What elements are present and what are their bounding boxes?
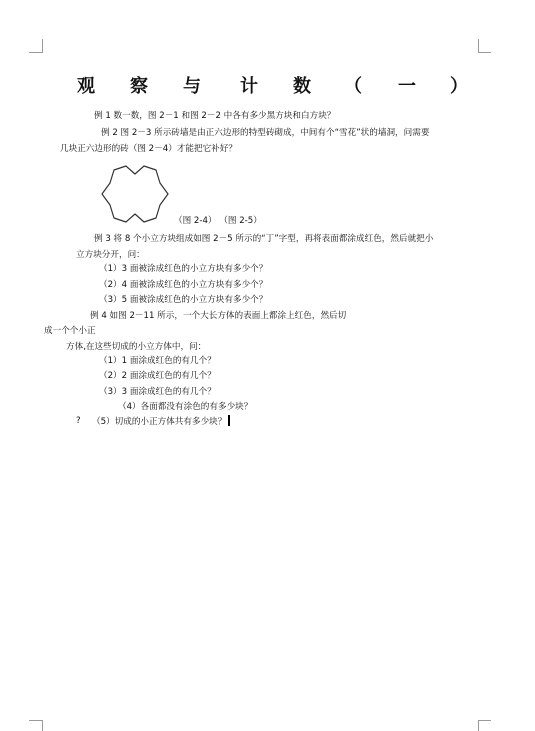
example-3-question-3: （3）5 面被涂成红色的小立方块有多少个？ xyxy=(99,295,268,305)
example-3-text-cont: 立方块分开，问： xyxy=(76,250,145,260)
title-char: 观 xyxy=(77,76,95,97)
example-4-question-5: （5）切成的小正方体共有多少块？ xyxy=(92,417,227,427)
example-4-question-2: （2）2 面涂成红色的有几个？ xyxy=(99,371,216,381)
title-char: （ xyxy=(344,76,362,97)
example-4-question-4: （4）各面都没有涂色的有多少块？ xyxy=(118,402,253,412)
example-3-question-2: （2）4 面被涂成红色的小立方块有多少个？ xyxy=(99,280,268,290)
title-char: 一 xyxy=(398,76,416,97)
example-4-text-cont-2: 方体,在这些切成的小立方体中，问： xyxy=(66,342,207,352)
title-char: 数 xyxy=(293,76,311,97)
snowflake-hexagon-figure xyxy=(101,165,169,223)
text-cursor[interactable] xyxy=(228,415,230,426)
example-1-text: 例 1 数一数，图 2－1 和图 2－2 中各有多少黑方块和白方块？ xyxy=(94,111,336,121)
example-4-question-5-line xyxy=(92,415,230,428)
title-char: 与 xyxy=(183,76,201,97)
title-char: ） xyxy=(450,76,468,97)
example-3-text: 例 3 将 8 个小立方块组成如图 2－5 所示的“丁”字型，再将表面都涂成红色，然后就把小 xyxy=(94,234,434,244)
example-3-question-1: （1）3 面被涂成红色的小立方块有多少个？ xyxy=(99,264,268,274)
example-4-text-cont: 成一个个小正 xyxy=(44,326,96,336)
title-char: 计 xyxy=(240,76,258,97)
example-2-text-cont: 几块正六边形的砖（图 2－4）才能把它补好？ xyxy=(60,144,237,154)
title-char: 察 xyxy=(130,76,148,97)
figure-caption: （图 2-4） （图 2-5） xyxy=(174,216,262,226)
example-4-question-1: （1）1 面涂成红色的有几个？ xyxy=(99,356,216,366)
example-4-question-5-prefix: ? xyxy=(76,416,81,426)
example-4-text: 例 4 如图 2－11 所示，一个大长方体的表面上都涂上红色，然后切 xyxy=(90,311,347,321)
example-4-question-3: （3）3 面涂成红色的有几个？ xyxy=(99,387,216,397)
example-2-text: 例 2 图 2－3 所示砖墙是由正六边形的特型砖砌成，中间有个“雪花”状的墙洞，问需要 xyxy=(101,128,430,138)
